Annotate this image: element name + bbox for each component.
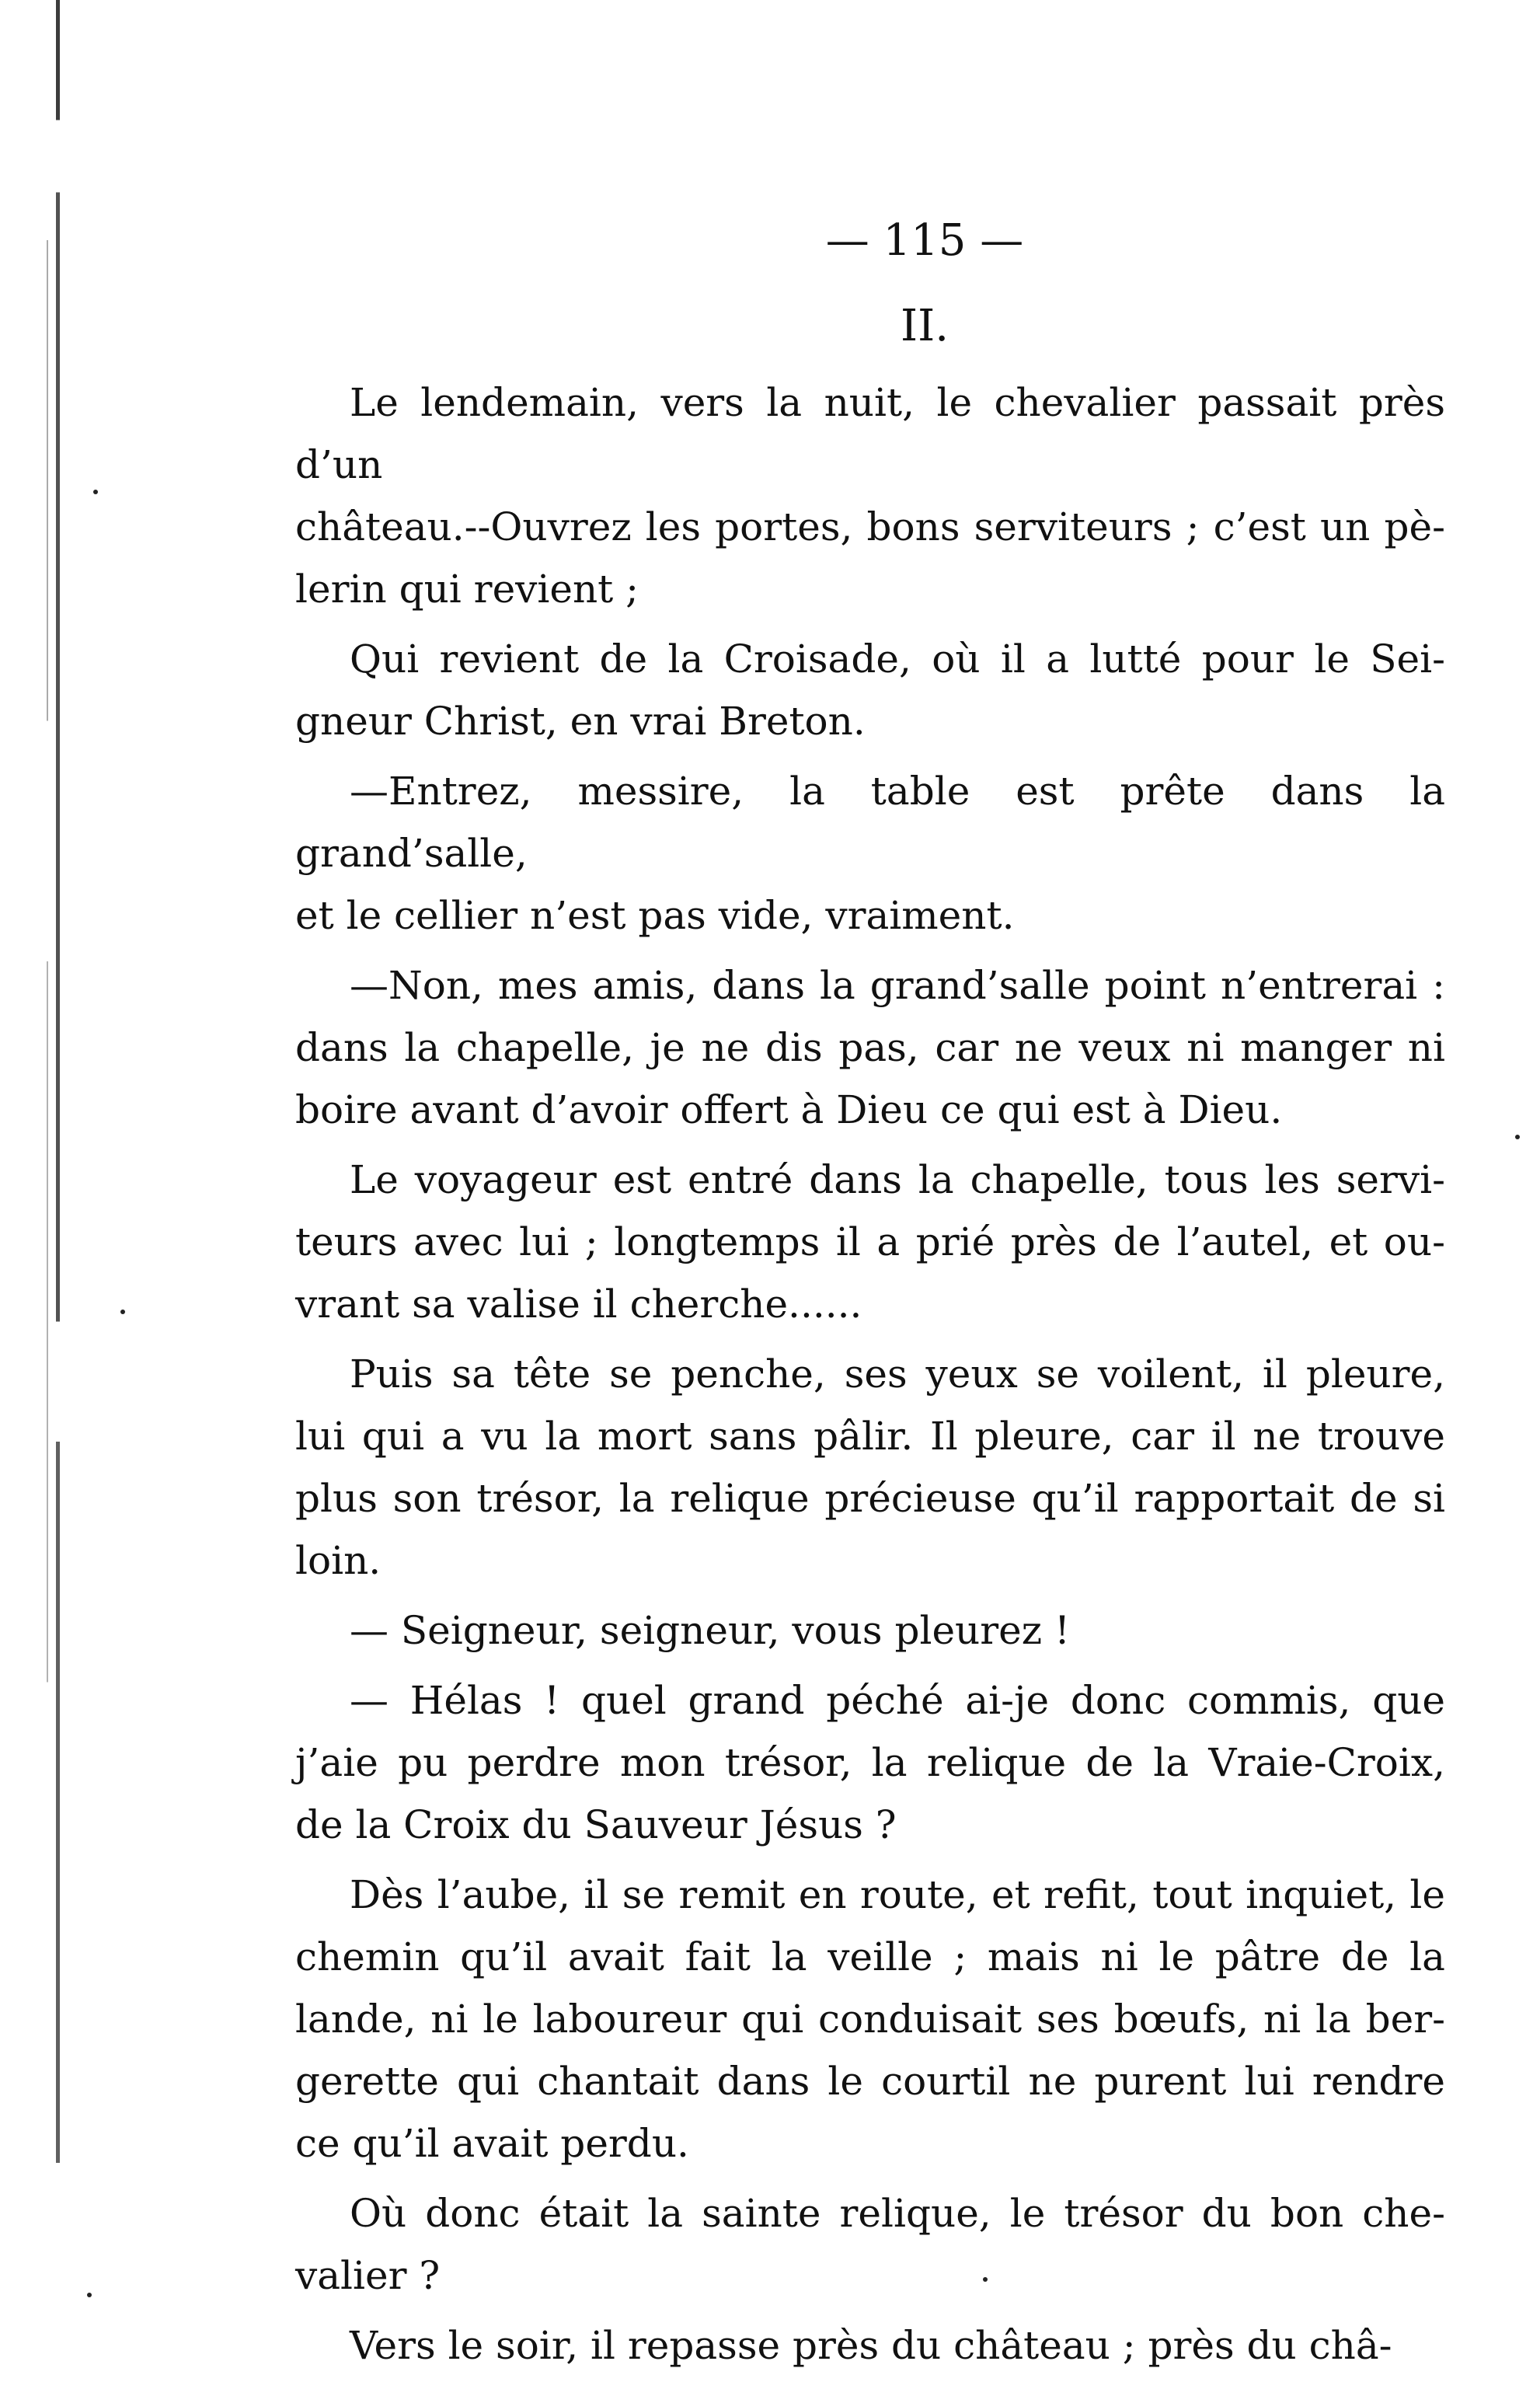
paragraph bbox=[295, 1669, 1445, 1856]
text-line: château.--Ouvrez les portes, bons serviteurs ; c’est un pè- bbox=[295, 504, 1445, 549]
ink-speck bbox=[1515, 1135, 1520, 1139]
text-line: vrant sa valise il cherche...... bbox=[295, 1282, 862, 1327]
text-line: boire avant d’avoir offert à Dieu ce qui est à Dieu. bbox=[295, 1087, 1283, 1132]
section-heading: II. bbox=[900, 301, 949, 351]
book-page bbox=[295, 210, 1445, 2384]
text-line: et le cellier n’est pas vide, vraiment. bbox=[295, 893, 1015, 938]
text-line: —Entrez, messire, la table est prête dans la grand’salle, bbox=[295, 769, 1445, 876]
text-line: gneur Christ, en vrai Breton. bbox=[295, 699, 866, 744]
text-line: ce qu’il avait perdu. bbox=[295, 2121, 689, 2166]
text-line: lerin qui revient ; bbox=[295, 567, 639, 612]
paragraph bbox=[295, 1149, 1445, 1335]
text-line: Où donc était la sainte relique, le trésor du bon che- bbox=[350, 2191, 1445, 2236]
paragraph bbox=[295, 371, 1445, 620]
binding-edge-shadow bbox=[47, 0, 48, 2403]
text-line: lande, ni le laboureur qui conduisait ses bœufs, ni la ber- bbox=[295, 1997, 1445, 2042]
text-line: de la Croix du Sauveur Jésus ? bbox=[295, 1802, 897, 1847]
text-line: gerette qui chantait dans le courtil ne purent lui rendre bbox=[295, 2059, 1445, 2104]
text-line: dans la chapelle, je ne dis pas, car ne veux ni manger ni bbox=[295, 1025, 1445, 1070]
text-line: Le voyageur est entré dans la chapelle, tous les servi- bbox=[350, 1157, 1445, 1202]
ink-speck bbox=[93, 490, 98, 494]
text-line: Dès l’aube, il se remit en route, et refit, tout inquiet, le bbox=[350, 1872, 1445, 1917]
text-body bbox=[295, 371, 1445, 2377]
paragraph bbox=[295, 1343, 1445, 1592]
text-line: j’aie pu perdre mon trésor, la relique de la Vraie-Croix, bbox=[295, 1740, 1445, 1785]
ink-speck bbox=[120, 1310, 125, 1314]
text-line: Vers le soir, il repasse près du château ; près du châ- bbox=[350, 2323, 1392, 2368]
text-line: teurs avec lui ; longtemps il a prié près de l’autel, et ou- bbox=[295, 1219, 1445, 1264]
text-line: valier ? bbox=[295, 2253, 441, 2298]
text-line: loin. bbox=[295, 1538, 382, 1583]
text-line: —Non, mes amis, dans la grand’salle point n’entrerai : bbox=[350, 963, 1445, 1008]
text-line: Le lendemain, vers la nuit, le chevalier passait près d’un bbox=[295, 380, 1445, 487]
paragraph bbox=[295, 954, 1445, 1141]
text-line: — Seigneur, seigneur, vous pleurez ! bbox=[350, 1608, 1071, 1653]
paragraph bbox=[295, 2182, 1445, 2307]
paragraph bbox=[295, 628, 1445, 752]
paragraph bbox=[295, 2314, 1445, 2377]
text-line: lui qui a vu la mort sans pâlir. Il pleure, car il ne trouve bbox=[295, 1414, 1445, 1459]
text-line: Puis sa tête se penche, ses yeux se voilent, il pleure, bbox=[350, 1351, 1445, 1397]
binding-edge-mark bbox=[56, 0, 60, 2403]
text-line: — Hélas ! quel grand péché ai-je donc commis, que bbox=[350, 1678, 1445, 1723]
paragraph bbox=[295, 1599, 1445, 1662]
text-line: Qui revient de la Croisade, où il a lutté pour le Sei- bbox=[350, 636, 1445, 682]
paragraph bbox=[295, 1864, 1445, 2175]
ink-speck bbox=[87, 2293, 92, 2297]
page-number: — 115 — bbox=[825, 215, 1024, 266]
text-line: plus son trésor, la relique précieuse qu’il rapportait de si bbox=[295, 1476, 1445, 1521]
paragraph bbox=[295, 760, 1445, 947]
text-line: chemin qu’il avait fait la veille ; mais ni le pâtre de la bbox=[295, 1934, 1445, 1979]
